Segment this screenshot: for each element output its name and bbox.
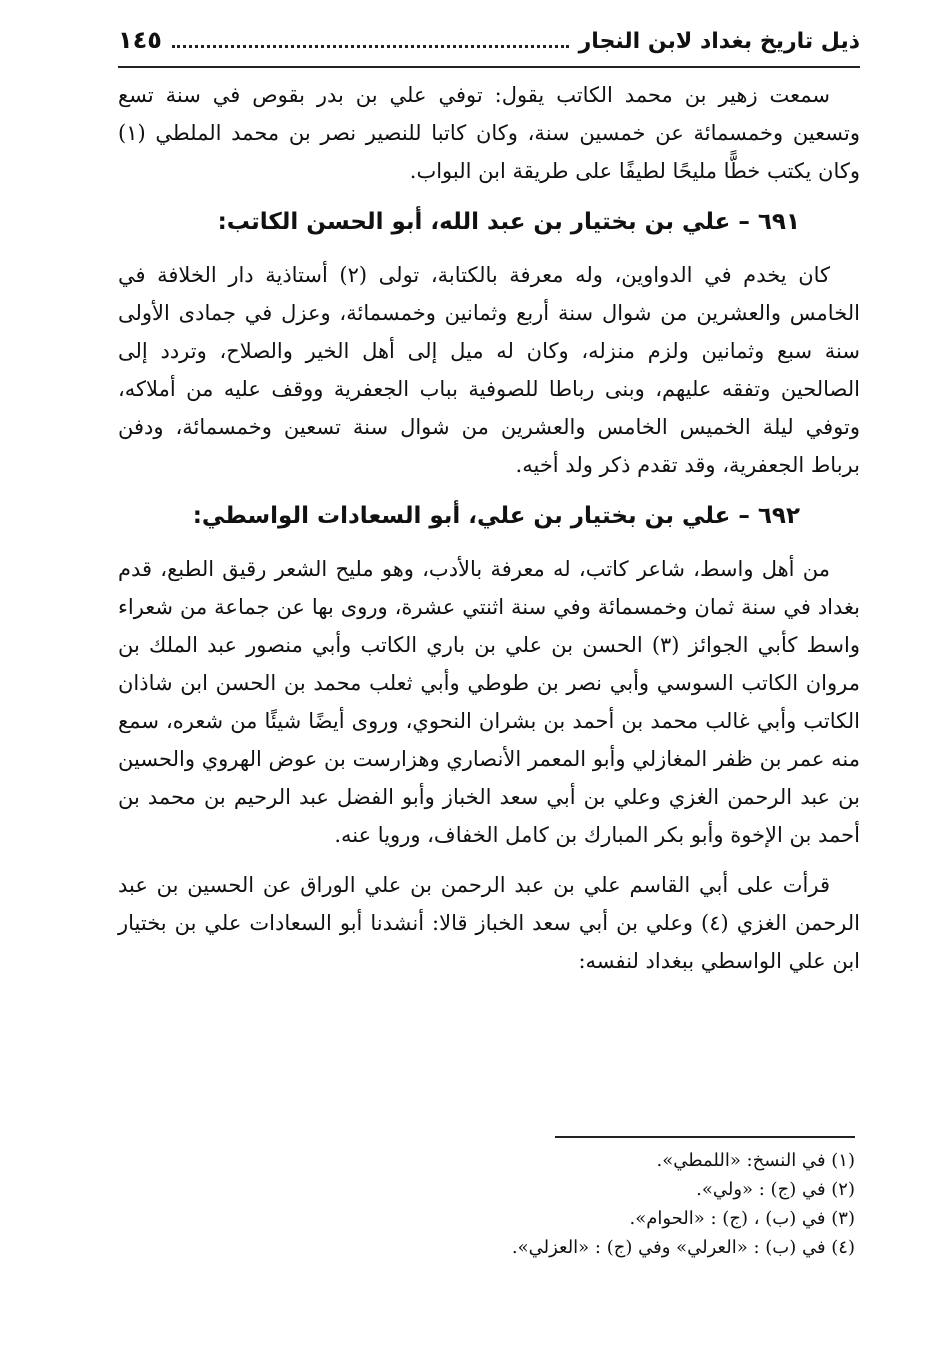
entry-692-paragraph: قرأت على أبي القاسم علي بن عبد الرحمن بن علي الوراق عن الحسين بن عبد الرحمن الغزي (٤) وعلي بن أبي سعد الخباز قالا: أنشدنا أبو السعادات علي بن بختيار ابن علي الواسطي ببغداد لنفسه: — [118, 873, 861, 973]
footnote-3: (٣) في (ب) ، (ج) : «الحوام». — [629, 1208, 855, 1229]
footnotes — [155, 1146, 855, 1262]
paragraph-gap — [118, 854, 860, 866]
main-text — [118, 76, 860, 980]
header-leader-dots — [172, 31, 569, 48]
intro-paragraph: سمعت زهير بن محمد الكاتب يقول: توفي علي بن بدر بقوص في سنة تسع وتسعين وخمسمائة عن خمسين سنة، وكان كاتبا للنصير نصر بن محمد الملطي (١) وكان يكتب خطًّا مليحًا لطيفًا على طريقة ابن البواب. — [118, 83, 860, 183]
footnote-1: (١) في النسخ: «اللمطي». — [656, 1150, 855, 1171]
entry-691-paragraph: كان يخدم في الدواوين، وله معرفة بالكتابة، تولى (٢) أستاذية دار الخلافة في الخامس والعشرين من شوال سنة أربع وثمانين وخمسمائة، وعزل في جمادى الأولى سنة سبع وثمانين ولزم منزله، وكان له ميل إلى أهل الخير والصلاح، وتردد إلى الصالحين وتفقه عليهم، وبنى رباطا للصوفية بباب الجعفرية ووقف عليه من أملاكه، وتوفي ليلة الخميس الخامس والعشرين من شوال سنة تسعين وخمسمائة، ودفن برباط الجعفرية، وقد تقدم ذكر ولد أخيه. — [118, 263, 860, 477]
running-header — [118, 26, 860, 68]
footnote-4: (٤) في (ب) : «العرلي» وفي (ج) : «العزلي». — [511, 1237, 855, 1258]
entry-heading-691: ٦٩١ – علي بن بختيار بن عبد الله، أبو الحسن الكاتب: — [217, 209, 800, 235]
entry-heading-692: ٦٩٢ – علي بن بختيار بن علي، أبو السعادات الواسطي: — [192, 503, 800, 529]
footnote-2: (٢) في (ج) : «ولي». — [696, 1179, 855, 1200]
header-title: ذيل تاريخ بغداد لابن النجار — [578, 29, 860, 54]
entry-692-paragraph: من أهل واسط، شاعر كاتب، له معرفة بالأدب، وهو مليح الشعر رقيق الطبع، قدم بغداد في سنة ثمان وخمسمائة وفي سنة اثنتي عشرة، وروى بها عن جماعة من شعراء واسط كأبي الجوائز (٣) الحسن بن علي بن باري الكاتب وأبي منصور عبد الملك بن مروان الكاتب السوسي وأبي نصر بن طوطي وأبي ثعلب محمد بن الحسن ابن شاذان الكاتب وأبي غالب محمد بن أحمد بن بشران النحوي، وروى أيضًا شيئًا من شعره، سمع منه عمر بن ظفر المغازلي وأبو المعمر الأنصاري وهزارست بن عوض الهروي والحسين بن عبد الرحمن الغزي وعلي بن أبي سعد الخباز وأبو الفضل عبد الرحيم بن محمد بن أحمد بن الإخوة وأبو بكر المبارك بن كامل الخفاف، ورويا عنه. — [118, 557, 860, 847]
footnote-divider — [555, 1136, 855, 1138]
page-number: ١٤٥ — [118, 26, 162, 54]
